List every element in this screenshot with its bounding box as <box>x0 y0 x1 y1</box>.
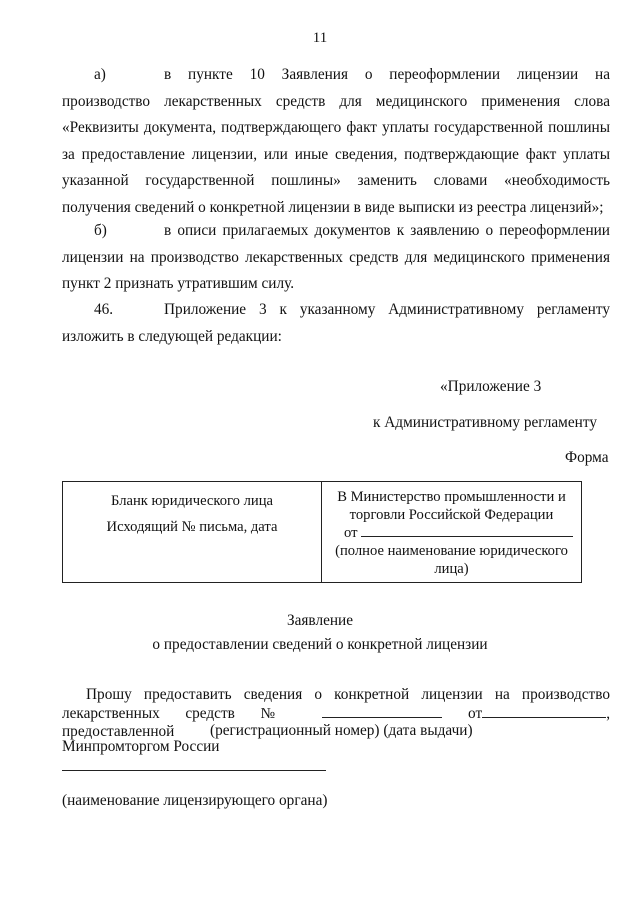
paragraph-b-label: б) <box>94 222 107 239</box>
paragraph-46 <box>62 297 610 350</box>
licensing-body-blank-line <box>62 770 326 771</box>
request-line-2-end: , предоставленной <box>62 705 611 740</box>
addressee-text: В Министерство промышленности и торговли Российской Федерации <box>337 489 566 523</box>
paragraph-a-label: а) <box>94 66 106 83</box>
appendix-subtitle: к Административному регламенту <box>373 414 597 431</box>
form-left-cell <box>63 482 322 583</box>
from-blank-line <box>361 524 573 537</box>
paragraph-a-text: в пункте 10 Заявления о переоформлении лицензии на производство лекарственных средств для медицинского применения слова «Реквизиты документа, подтверждающего факт уплаты государственной пошлины за предоставление лицензии, или иные сведения, подтверждающие факт уплаты указанной государственной пошлины» заменить словами «необходимость получения сведений о конкретной лицензии в виде выписки из реестра лицензий»; <box>62 66 610 216</box>
form-header-table <box>62 481 582 583</box>
licensing-body-caption: (наименование лицензирующего органа) <box>62 792 328 809</box>
page-number: 11 <box>312 30 328 46</box>
form-right-cell <box>322 482 582 583</box>
outgoing-number-label: Исходящий № письма, дата <box>106 519 278 535</box>
paragraph-46-label: 46. <box>94 301 114 318</box>
from-row <box>328 524 575 542</box>
legal-entity-caption: (полное наименование юридического лица) <box>335 543 568 577</box>
from-label: от <box>344 525 358 541</box>
request-captions: (регистрационный номер) (дата выдачи) <box>210 722 473 739</box>
form-label: Форма <box>565 449 609 466</box>
issue-date-blank <box>482 705 606 718</box>
statement-title: Заявление <box>286 612 354 629</box>
letterhead-label: Бланк юридического лица <box>111 493 273 509</box>
paragraph-b-text: в описи прилагаемых документов к заявлению о переоформлении лицензии на производство лекарственных средств для медицинского применения пункт 2 признать утратившим силу. <box>62 222 610 292</box>
paragraph-a <box>62 62 610 221</box>
statement-subtitle: о предоставлении сведений о конкретной лицензии <box>152 636 488 653</box>
request-line-2-from: от <box>468 705 483 722</box>
registration-number-blank <box>322 705 442 718</box>
request-line-4: Минпромторгом России <box>62 738 220 755</box>
paragraph-b <box>62 218 610 298</box>
paragraph-46-text: Приложение 3 к указанному Административному регламенту изложить в следующей редакции: <box>62 301 610 345</box>
appendix-title: «Приложение 3 <box>440 378 542 395</box>
request-line-1: Прошу предоставить сведения о конкретной лицензии на производство <box>86 686 610 703</box>
request-line-2-start: лекарственных средств № <box>62 705 297 722</box>
